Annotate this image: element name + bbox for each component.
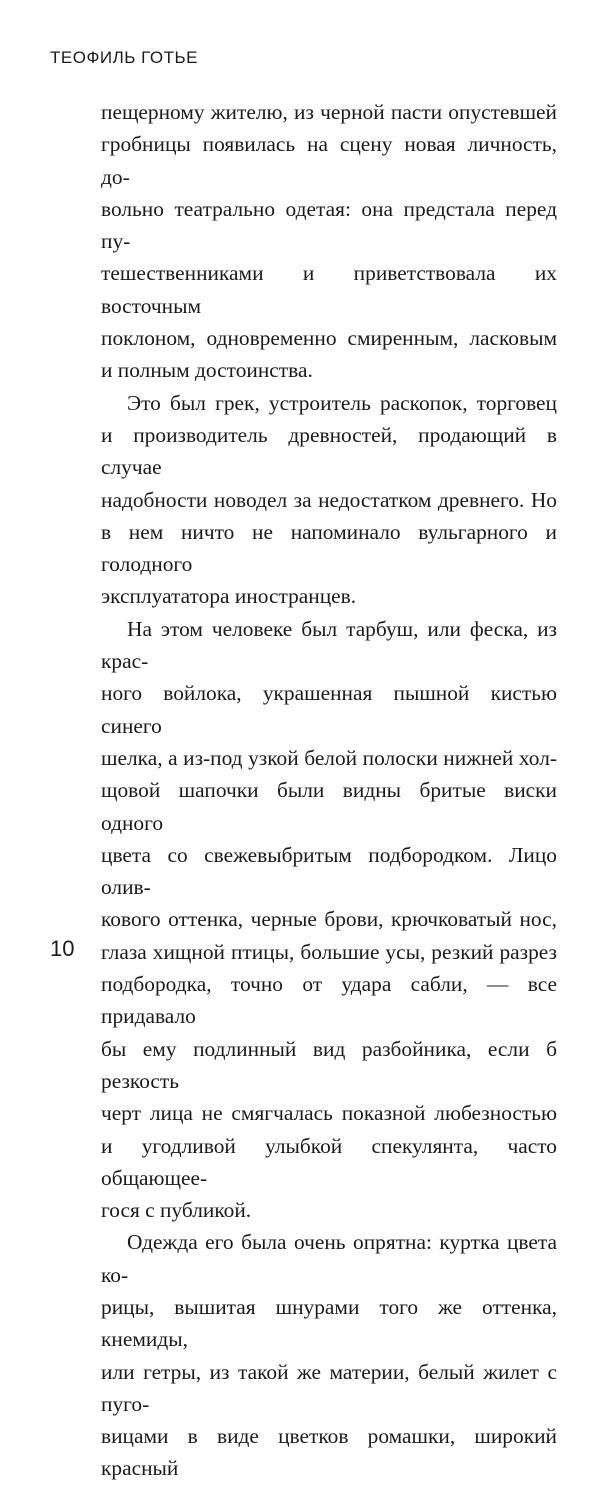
text-line-14: шелка, а из-под узкой белой полоски нижней хол- <box>101 745 557 770</box>
body-text <box>101 96 557 1485</box>
text-line-9: надобности новодел за недостатком древнего. Но <box>101 487 557 512</box>
text-line-1: пещерному жителю, из черной пасти опустевшей <box>101 100 557 124</box>
text-line-18: глаза хищной птицы, большие усы, резкий разрез <box>101 939 557 964</box>
text-line-21: черт лица не смягчалась показной любезностью <box>101 1101 557 1126</box>
text-line-20: бы ему подлинный вид разбойника, если б резкость <box>101 1036 557 1093</box>
text-line-12: На этом человеке был тарбуш, или феска, из крас- <box>101 616 557 674</box>
text-line-13: ного войлока, украшенная пышной кистью синего <box>101 681 557 738</box>
text-line-25: рицы, вышитая шнурами того же оттенка, кнемиды, <box>101 1294 557 1352</box>
text-line-2: гробницы появилась на сцену новая личность, до- <box>101 132 557 189</box>
text-line-23: гося с публикой. <box>101 1198 252 1223</box>
text-line-11: эксплуататора иностранцев. <box>101 584 357 609</box>
text-line-4: тешественниками и приветствовала их восточным <box>101 261 557 318</box>
text-line-5: поклоном, одновременно смиренным, ласковым <box>101 326 557 351</box>
text-line-7: Это был грек, устроитель раскопок, торговец <box>127 390 557 415</box>
text-line-27: вицами в виде цветков ромашки, широкий красный <box>101 1424 557 1481</box>
page-number: 10 <box>50 936 75 961</box>
running-head: ТЕОФИЛЬ ГОТЬЕ <box>50 48 198 67</box>
text-line-17: кового оттенка, черные брови, крючковатый нос, <box>101 907 557 932</box>
text-line-10: в нем ничто не напоминало вульгарного и голодного <box>101 519 557 577</box>
text-line-6: и полным достоинства. <box>101 358 313 383</box>
text-line-24: Одежда его была очень опрятна: куртка цвета ко- <box>101 1230 557 1287</box>
text-line-16: цвета со свежевыбритым подбородком. Лицо олив- <box>101 842 557 900</box>
text-line-15: щовой шапочки были видны бритые виски одного <box>101 778 557 835</box>
text-line-19: подбородка, точно от удара сабли, — все придавало <box>101 972 557 1029</box>
text-line-22: и угодливой улыбкой спекулянта, часто общающее- <box>101 1133 557 1190</box>
text-line-3: вольно театрально одетая: она предстала перед пу- <box>101 196 557 254</box>
text-line-8: и производитель древностей, продающий в случае <box>101 422 557 480</box>
text-line-26: или гетры, из такой же материи, белый жилет с пуго- <box>101 1359 557 1416</box>
